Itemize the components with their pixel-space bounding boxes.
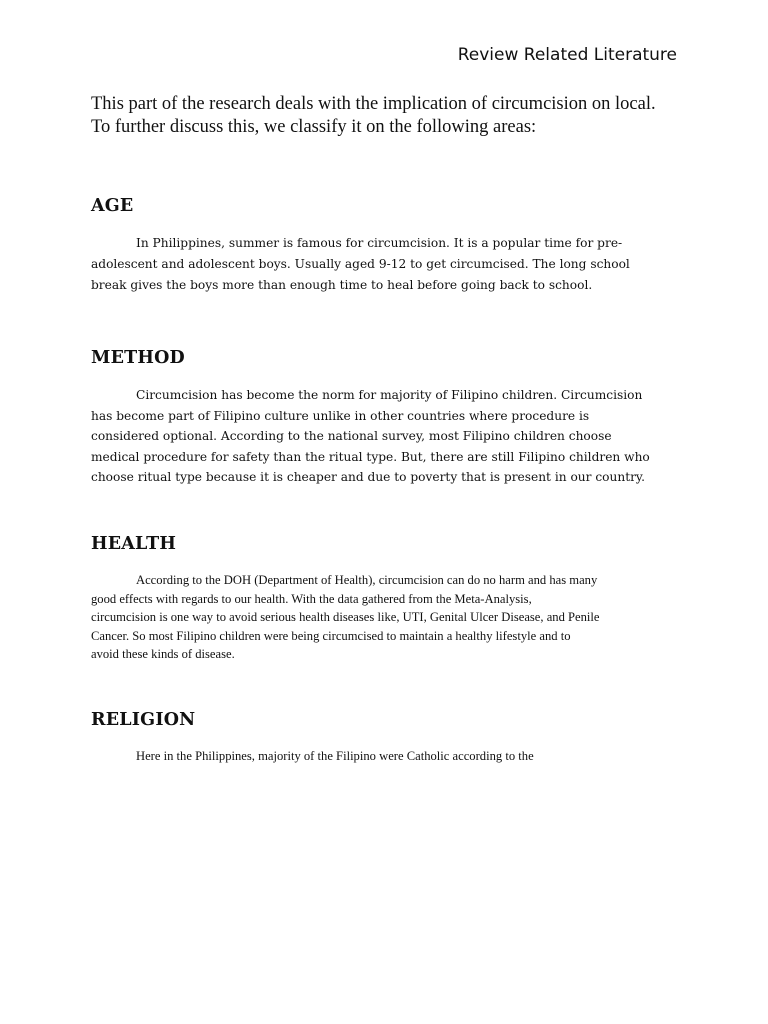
paragraph-line: In Philippines, summer is famous for circumcision. It is a popular time for pre- [136, 236, 623, 250]
section-paragraph-health [91, 571, 681, 664]
intro-line: To further discuss this, we classify it on the following areas: [91, 117, 537, 137]
paragraph-line: adolescent and adolescent boys. Usually aged 9-12 to get circumcised. The long school [91, 256, 630, 271]
section-heading-health: HEALTH [91, 534, 177, 554]
paragraph-line: circumcision is one way to avoid serious health diseases like, UTI, Genital Ulcer Disease, and Penile [91, 610, 600, 625]
paragraph-line: Here in the Philippines, majority of the Filipino were Catholic according to the [136, 749, 534, 763]
section-heading-age: AGE [91, 196, 134, 216]
paragraph-line: According to the DOH (Department of Health), circumcision can do no harm and has many [136, 573, 598, 587]
paragraph-line: avoid these kinds of disease. [91, 647, 235, 662]
paragraph-line: medical procedure for safety than the ritual type. But, there are still Filipino children who [91, 449, 650, 464]
page-header-title: Review Related Literature [457, 45, 677, 65]
paragraph-line: good effects with regards to our health. With the data gathered from the Meta-Analysis, [91, 591, 532, 606]
paragraph-line: considered optional. According to the national survey, most Filipino children choose [91, 429, 612, 443]
section-paragraph-method [91, 385, 681, 488]
section-heading-religion: RELIGION [91, 710, 196, 730]
paragraph-line: has become part of Filipino culture unlike in other countries where procedure is [91, 408, 590, 423]
intro-line: This part of the research deals with the implication of circumcision on local. [91, 94, 656, 114]
intro-paragraph [91, 93, 691, 139]
section-heading-method: METHOD [91, 348, 185, 368]
paragraph-line: Circumcision has become the norm for majority of Filipino children. Circumcision [136, 388, 643, 402]
paragraph-line: choose ritual type because it is cheaper and due to poverty that is present in our country. [91, 470, 646, 484]
section-paragraph-religion [91, 747, 681, 766]
paragraph-line: break gives the boys more than enough time to heal before going back to school. [91, 277, 593, 292]
section-paragraph-age [91, 233, 681, 295]
paragraph-line: Cancer. So most Filipino children were being circumcised to maintain a healthy lifestyle and to [91, 628, 571, 643]
